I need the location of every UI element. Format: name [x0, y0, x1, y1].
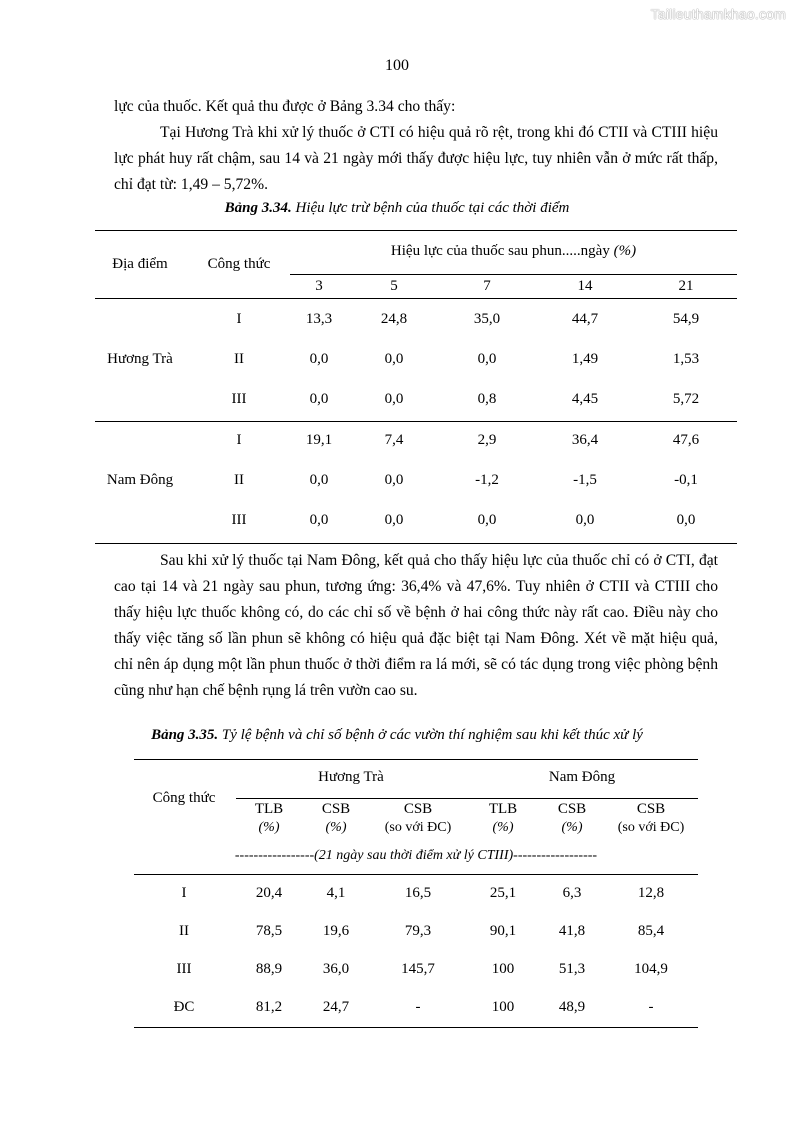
- table2-group-rule: [236, 798, 698, 799]
- table1-caption-label: Bảng 3.34.: [224, 200, 292, 216]
- value-cell: 25,1: [489, 885, 517, 901]
- table1-top-rule: [95, 230, 737, 231]
- value-cell: 0,0: [575, 512, 595, 528]
- value-cell: 19,1: [305, 432, 333, 448]
- table2-top-rule: [134, 759, 698, 760]
- col-group-header-text: Hiệu lực của thuốc sau phun.....ngày: [390, 243, 610, 259]
- group-header-huong-tra: Hương Trà: [318, 769, 384, 785]
- value-cell: 20,4: [255, 885, 283, 901]
- value-cell: 35,0: [473, 311, 501, 327]
- day-header: 21: [678, 278, 694, 294]
- sub-header-label: CSB: [557, 801, 587, 817]
- table2-caption: [0, 727, 794, 744]
- value-cell: 0,0: [309, 512, 329, 528]
- value-cell: -: [648, 999, 654, 1015]
- value-cell: 36,0: [322, 961, 350, 977]
- value-cell: 0,0: [384, 472, 404, 488]
- value-cell: 85,4: [637, 923, 665, 939]
- value-cell: 41,8: [558, 923, 586, 939]
- value-cell: 81,2: [255, 999, 283, 1015]
- formula-cell: I: [236, 311, 242, 327]
- value-cell: 16,5: [404, 885, 432, 901]
- value-cell: 4,45: [571, 391, 599, 407]
- value-cell: 104,9: [634, 961, 668, 977]
- value-cell: 0,0: [309, 472, 329, 488]
- sub-header-label: TLB: [488, 801, 518, 817]
- watermark: Tailieuthamkhao.com: [650, 6, 786, 22]
- value-cell: 13,3: [305, 311, 333, 327]
- site-name: Hương Trà: [107, 351, 173, 367]
- value-cell: 48,9: [558, 999, 586, 1015]
- value-cell: 1,49: [571, 351, 599, 367]
- value-cell: 0,0: [384, 391, 404, 407]
- value-cell: -0,1: [674, 472, 698, 488]
- value-cell: 79,3: [404, 923, 432, 939]
- value-cell: 2,9: [477, 432, 497, 448]
- page-number: 100: [385, 57, 409, 74]
- value-cell: 78,5: [255, 923, 283, 939]
- day-header: 5: [390, 278, 398, 294]
- group-header-nam-dong: Nam Đông: [548, 769, 616, 785]
- formula-cell: III: [231, 391, 247, 407]
- value-cell: 5,72: [672, 391, 700, 407]
- value-cell: 0,0: [676, 512, 696, 528]
- table1-header-rule: [95, 298, 737, 299]
- value-cell: 54,9: [672, 311, 700, 327]
- paragraph-1: lực của thuốc. Kết quả thu được ở Bảng 3.34 cho thấy:: [114, 98, 456, 115]
- value-cell: 24,8: [380, 311, 408, 327]
- table2-caption-text: Tỷ lệ bệnh và chỉ số bệnh ở các vườn thí nghiệm sau khi kết thúc xử lý: [221, 727, 643, 743]
- value-cell: 0,0: [384, 512, 404, 528]
- sub-header-label: TLB: [254, 801, 284, 817]
- sub-header-unit: (so với ĐC): [384, 820, 452, 835]
- value-cell: 6,3: [562, 885, 582, 901]
- table1-bottom-rule: [95, 543, 737, 544]
- site-name: Nam Đông: [106, 472, 174, 488]
- value-cell: 90,1: [489, 923, 517, 939]
- formula-cell: III: [176, 961, 192, 977]
- col-location-header: Địa điểm: [112, 256, 168, 272]
- col-formula-header: Công thức: [207, 256, 271, 272]
- formula-cell: II: [234, 351, 244, 367]
- note-row: -----------------(21 ngày sau thời điểm xử lý CTIII)------------------: [234, 848, 598, 863]
- sub-header-unit: (%): [561, 820, 583, 835]
- value-cell: -1,5: [573, 472, 597, 488]
- col-group-unit: (%): [613, 243, 637, 259]
- sub-header-unit: (%): [258, 820, 280, 835]
- value-cell: 4,1: [326, 885, 346, 901]
- value-cell: 0,0: [477, 351, 497, 367]
- table2-header-rule: [134, 874, 698, 875]
- value-cell: 0,8: [477, 391, 497, 407]
- value-cell: 0,0: [384, 351, 404, 367]
- value-cell: 19,6: [322, 923, 350, 939]
- formula-cell: I: [236, 432, 242, 448]
- paragraph-3: [114, 548, 718, 704]
- value-cell: 88,9: [255, 961, 283, 977]
- value-cell: 0,0: [309, 351, 329, 367]
- sub-header-unit: (so với ĐC): [617, 820, 685, 835]
- col-formula-header: Công thức: [152, 790, 216, 806]
- value-cell: 36,4: [571, 432, 599, 448]
- formula-cell: II: [179, 923, 189, 939]
- table1-section-rule: [95, 421, 737, 422]
- table1-caption: [0, 200, 794, 217]
- value-cell: 24,7: [322, 999, 350, 1015]
- value-cell: 0,0: [477, 512, 497, 528]
- value-cell: 0,0: [309, 391, 329, 407]
- formula-cell: II: [234, 472, 244, 488]
- paragraph-2-text: Tại Hương Trà khi xử lý thuốc ở CTI có hiệu quả rõ rệt, trong khi đó CTII và CTIII hiệu lực phát huy rất chậm, sau 14 và 21 ngày mới thấy được hiệu lực, tuy nhiên vẫn ở mức rất thấp, chỉ đạt từ: 1,49 – 5,72%.: [114, 124, 718, 193]
- table2-caption-label: Bảng 3.35.: [151, 727, 219, 743]
- paragraph-2: [114, 120, 718, 198]
- formula-cell: III: [231, 512, 247, 528]
- value-cell: 100: [491, 961, 515, 977]
- formula-cell: I: [181, 885, 187, 901]
- value-cell: 1,53: [672, 351, 700, 367]
- sub-header-label: CSB: [321, 801, 351, 817]
- sub-header-unit: (%): [492, 820, 514, 835]
- day-header: 14: [577, 278, 593, 294]
- day-header: 7: [483, 278, 491, 294]
- value-cell: 100: [491, 999, 515, 1015]
- value-cell: 47,6: [672, 432, 700, 448]
- value-cell: -: [415, 999, 421, 1015]
- value-cell: 7,4: [384, 432, 404, 448]
- col-group-header: [290, 242, 737, 260]
- sub-header-label: CSB: [403, 801, 433, 817]
- day-header: 3: [315, 278, 323, 294]
- table2-bottom-rule: [134, 1027, 698, 1028]
- value-cell: -1,2: [475, 472, 499, 488]
- value-cell: 12,8: [637, 885, 665, 901]
- formula-cell: ĐC: [173, 999, 195, 1015]
- value-cell: 145,7: [401, 961, 435, 977]
- paragraph-3-text: Sau khi xử lý thuốc tại Nam Đông, kết quả cho thấy hiệu lực của thuốc chỉ có ở CTI, đạt cao tại 14 và 21 ngày sau phun, tương ứng: 36,4% và 47,6%. Tuy nhiên ở CTII và CTIII cho thấy hiệu lực thuốc không có, do các chỉ số về bệnh ở hai công thức này rất cao. Điều này cho thấy việc tăng số lần phun sẽ không có hiệu quả đặc biệt tại Nam Đông. Xét về mặt hiệu quả, chỉ nên áp dụng một lần phun thuốc ở thời điểm ra lá mới, sẽ có tác dụng trong việc phòng bệnh cũng như hạn chế bệnh rụng lá trên vườn cao su.: [114, 552, 718, 699]
- table1-group-rule: [290, 274, 737, 275]
- sub-header-label: CSB: [636, 801, 666, 817]
- value-cell: 51,3: [558, 961, 586, 977]
- table1-caption-text: Hiệu lực trừ bệnh của thuốc tại các thời điểm: [295, 200, 570, 216]
- value-cell: 44,7: [571, 311, 599, 327]
- sub-header-unit: (%): [325, 820, 347, 835]
